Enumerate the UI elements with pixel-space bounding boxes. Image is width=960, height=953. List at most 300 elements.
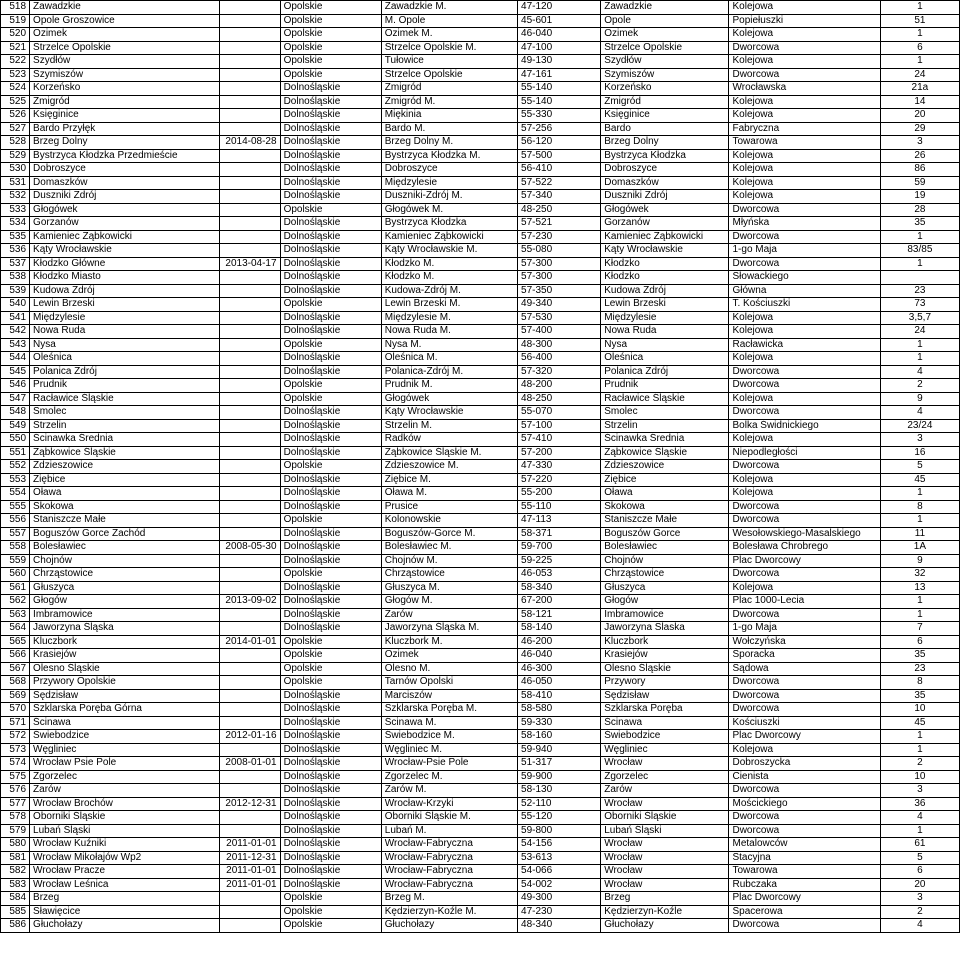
table-row <box>1 136 960 150</box>
cell-postal-code: 57-300 <box>518 271 601 285</box>
cell-station-name: Lubań Śląski <box>30 824 220 838</box>
cell-street: Dworcowa <box>729 514 880 528</box>
cell-date <box>220 338 280 352</box>
cell-date <box>220 811 280 825</box>
cell-number: 530 <box>1 163 30 177</box>
cell-number: 542 <box>1 325 30 339</box>
cell-locality: Korzeńsko <box>601 82 729 96</box>
cell-voivodeship: Dolnośląskie <box>280 730 381 744</box>
cell-municipality: Radków <box>381 433 517 447</box>
cell-house-number: 51 <box>880 14 959 28</box>
cell-postal-code: 57-522 <box>518 176 601 190</box>
table-row <box>1 514 960 528</box>
table-row <box>1 365 960 379</box>
cell-date <box>220 514 280 528</box>
cell-station-name: Ozimek <box>30 28 220 42</box>
cell-house-number: 29 <box>880 122 959 136</box>
cell-municipality: Żmigród <box>381 82 517 96</box>
cell-locality: Jaworzyna Slaska <box>601 622 729 636</box>
cell-voivodeship: Opolskie <box>280 55 381 69</box>
cell-station-name: Żmigród <box>30 95 220 109</box>
cell-locality: Chojnów <box>601 554 729 568</box>
cell-house-number: 1 <box>880 28 959 42</box>
cell-date <box>220 14 280 28</box>
cell-voivodeship: Dolnośląskie <box>280 217 381 231</box>
cell-voivodeship: Dolnośląskie <box>280 689 381 703</box>
cell-date <box>220 743 280 757</box>
cell-voivodeship: Opolskie <box>280 28 381 42</box>
cell-date <box>220 95 280 109</box>
cell-station-name: Domaszków <box>30 176 220 190</box>
cell-station-name: Ziębice <box>30 473 220 487</box>
cell-locality: Duszniki Zdrój <box>601 190 729 204</box>
cell-station-name: Kąty Wrocławskie <box>30 244 220 258</box>
table-row <box>1 770 960 784</box>
cell-municipality: Głuchołazy <box>381 919 517 933</box>
cell-house-number: 3 <box>880 784 959 798</box>
cell-voivodeship: Dolnośląskie <box>280 527 381 541</box>
cell-municipality: Wrocław-Fabryczna <box>381 838 517 852</box>
table-row <box>1 109 960 123</box>
cell-postal-code: 58-580 <box>518 703 601 717</box>
cell-number: 527 <box>1 122 30 136</box>
cell-number: 566 <box>1 649 30 663</box>
cell-street: T. Kościuszki <box>729 298 880 312</box>
cell-station-name: Wrocław Kuźniki <box>30 838 220 852</box>
cell-date <box>220 311 280 325</box>
cell-house-number: 9 <box>880 554 959 568</box>
cell-postal-code: 55-120 <box>518 811 601 825</box>
cell-date <box>220 824 280 838</box>
cell-street: Kolejowa <box>729 163 880 177</box>
cell-street: Dworcowa <box>729 824 880 838</box>
cell-street: Dworcowa <box>729 703 880 717</box>
cell-postal-code: 48-340 <box>518 919 601 933</box>
table-row <box>1 203 960 217</box>
cell-station-name: Lewin Brzeski <box>30 298 220 312</box>
table-row <box>1 338 960 352</box>
cell-street: Wołczyńska <box>729 635 880 649</box>
cell-date <box>220 689 280 703</box>
cell-street: Dobroszycka <box>729 757 880 771</box>
cell-date <box>220 487 280 501</box>
cell-postal-code: 55-200 <box>518 487 601 501</box>
cell-date <box>220 392 280 406</box>
cell-voivodeship: Opolskie <box>280 662 381 676</box>
cell-date: 2008-01-01 <box>220 757 280 771</box>
cell-locality: Szymiszów <box>601 68 729 82</box>
cell-number: 581 <box>1 851 30 865</box>
cell-postal-code: 57-220 <box>518 473 601 487</box>
cell-date <box>220 460 280 474</box>
cell-date <box>220 608 280 622</box>
cell-station-name: Kłodzko Główne <box>30 257 220 271</box>
cell-voivodeship: Opolskie <box>280 68 381 82</box>
cell-postal-code: 57-530 <box>518 311 601 325</box>
cell-house-number: 4 <box>880 365 959 379</box>
cell-number: 540 <box>1 298 30 312</box>
cell-house-number: 23 <box>880 284 959 298</box>
cell-voivodeship: Opolskie <box>280 392 381 406</box>
cell-postal-code: 58-340 <box>518 581 601 595</box>
cell-postal-code: 58-410 <box>518 689 601 703</box>
cell-number: 572 <box>1 730 30 744</box>
table-row <box>1 325 960 339</box>
cell-voivodeship: Dolnośląskie <box>280 811 381 825</box>
cell-locality: Oborniki Śląskie <box>601 811 729 825</box>
cell-house-number: 35 <box>880 217 959 231</box>
table-row <box>1 298 960 312</box>
cell-date: 2013-04-17 <box>220 257 280 271</box>
cell-voivodeship: Opolskie <box>280 1 381 15</box>
cell-number: 569 <box>1 689 30 703</box>
cell-station-name: Smolec <box>30 406 220 420</box>
cell-number: 529 <box>1 149 30 163</box>
table-row <box>1 676 960 690</box>
table-row <box>1 257 960 271</box>
cell-number: 524 <box>1 82 30 96</box>
cell-voivodeship: Dolnośląskie <box>280 190 381 204</box>
cell-postal-code: 54-156 <box>518 838 601 852</box>
table-row <box>1 527 960 541</box>
cell-date: 2014-08-28 <box>220 136 280 150</box>
cell-house-number: 32 <box>880 568 959 582</box>
cell-house-number: 2 <box>880 757 959 771</box>
cell-postal-code: 45-601 <box>518 14 601 28</box>
cell-locality: Nysa <box>601 338 729 352</box>
cell-voivodeship: Dolnośląskie <box>280 784 381 798</box>
cell-postal-code: 57-521 <box>518 217 601 231</box>
cell-number: 532 <box>1 190 30 204</box>
cell-street: Plac Dworcowy <box>729 730 880 744</box>
cell-street: Wrocławska <box>729 82 880 96</box>
cell-number: 556 <box>1 514 30 528</box>
cell-postal-code: 59-800 <box>518 824 601 838</box>
cell-date <box>220 784 280 798</box>
cell-municipality: Ozimek <box>381 649 517 663</box>
cell-voivodeship: Dolnośląskie <box>280 770 381 784</box>
cell-locality: Kudowa Zdrój <box>601 284 729 298</box>
cell-number: 584 <box>1 892 30 906</box>
table-row <box>1 595 960 609</box>
table-row <box>1 730 960 744</box>
cell-station-name: Wrocław Brochów <box>30 797 220 811</box>
cell-voivodeship: Dolnośląskie <box>280 122 381 136</box>
cell-locality: Zdzieszowice <box>601 460 729 474</box>
cell-municipality: Międzylesie M. <box>381 311 517 325</box>
cell-street: Dworcowa <box>729 689 880 703</box>
cell-date <box>220 419 280 433</box>
cell-municipality: Bardo M. <box>381 122 517 136</box>
cell-station-name: Oława <box>30 487 220 501</box>
cell-station-name: Boguszów Gorce Zachód <box>30 527 220 541</box>
cell-street: Dworcowa <box>729 811 880 825</box>
cell-voivodeship: Dolnośląskie <box>280 608 381 622</box>
cell-voivodeship: Dolnośląskie <box>280 257 381 271</box>
cell-house-number: 24 <box>880 325 959 339</box>
cell-station-name: Wrocław Leśnica <box>30 878 220 892</box>
cell-number: 564 <box>1 622 30 636</box>
cell-voivodeship: Opolskie <box>280 892 381 906</box>
cell-date <box>220 190 280 204</box>
cell-postal-code: 57-100 <box>518 419 601 433</box>
cell-number: 573 <box>1 743 30 757</box>
table-row <box>1 1 960 15</box>
cell-municipality: Oława M. <box>381 487 517 501</box>
cell-locality: Głuchołazy <box>601 919 729 933</box>
cell-date <box>220 581 280 595</box>
cell-voivodeship: Dolnośląskie <box>280 541 381 555</box>
cell-municipality: Tarnów Opolski <box>381 676 517 690</box>
cell-station-name: Żarów <box>30 784 220 798</box>
cell-number: 575 <box>1 770 30 784</box>
cell-voivodeship: Dolnośląskie <box>280 716 381 730</box>
cell-locality: Wrocław <box>601 757 729 771</box>
cell-street: Kolejowa <box>729 487 880 501</box>
cell-voivodeship: Dolnośląskie <box>280 838 381 852</box>
cell-house-number: 45 <box>880 473 959 487</box>
cell-number: 559 <box>1 554 30 568</box>
cell-voivodeship: Dolnośląskie <box>280 446 381 460</box>
cell-voivodeship: Dolnośląskie <box>280 851 381 865</box>
cell-municipality: Żarów <box>381 608 517 622</box>
cell-house-number: 1 <box>880 352 959 366</box>
cell-date <box>220 1 280 15</box>
cell-postal-code: 57-410 <box>518 433 601 447</box>
cell-locality: Wrocław <box>601 797 729 811</box>
cell-municipality: Wrocław-Fabryczna <box>381 878 517 892</box>
cell-date <box>220 649 280 663</box>
cell-date <box>220 662 280 676</box>
cell-house-number: 1 <box>880 55 959 69</box>
cell-station-name: Jaworzyna Śląska <box>30 622 220 636</box>
cell-postal-code: 59-900 <box>518 770 601 784</box>
cell-house-number: 35 <box>880 689 959 703</box>
cell-voivodeship: Dolnośląskie <box>280 82 381 96</box>
table-row <box>1 176 960 190</box>
cell-number: 563 <box>1 608 30 622</box>
table-row <box>1 919 960 933</box>
cell-postal-code: 47-113 <box>518 514 601 528</box>
cell-house-number: 1 <box>880 608 959 622</box>
cell-street: Dworcowa <box>729 365 880 379</box>
table-row <box>1 217 960 231</box>
cell-voivodeship: Dolnośląskie <box>280 311 381 325</box>
table-row <box>1 838 960 852</box>
table-row <box>1 379 960 393</box>
cell-locality: Szydłów <box>601 55 729 69</box>
cell-postal-code: 58-121 <box>518 608 601 622</box>
cell-number: 570 <box>1 703 30 717</box>
cell-number: 568 <box>1 676 30 690</box>
cell-municipality: Ziębice M. <box>381 473 517 487</box>
cell-postal-code: 47-161 <box>518 68 601 82</box>
cell-municipality: Nowa Ruda M. <box>381 325 517 339</box>
table-row <box>1 311 960 325</box>
cell-voivodeship: Dolnośląskie <box>280 473 381 487</box>
cell-street: Kolejowa <box>729 311 880 325</box>
cell-postal-code: 56-120 <box>518 136 601 150</box>
cell-date <box>220 217 280 231</box>
cell-locality: Zgorzelec <box>601 770 729 784</box>
cell-number: 576 <box>1 784 30 798</box>
cell-house-number: 4 <box>880 811 959 825</box>
cell-date <box>220 230 280 244</box>
cell-municipality: Kudowa-Zdrój M. <box>381 284 517 298</box>
cell-number: 565 <box>1 635 30 649</box>
cell-number: 519 <box>1 14 30 28</box>
table-row <box>1 284 960 298</box>
cell-postal-code: 49-340 <box>518 298 601 312</box>
cell-station-name: Staniszcze Małe <box>30 514 220 528</box>
cell-municipality: Strzelce Opolskie <box>381 68 517 82</box>
cell-station-name: Szymiszów <box>30 68 220 82</box>
cell-date: 2011-01-01 <box>220 865 280 879</box>
cell-date <box>220 28 280 42</box>
cell-voivodeship: Dolnośląskie <box>280 433 381 447</box>
cell-house-number: 6 <box>880 41 959 55</box>
table-row <box>1 149 960 163</box>
cell-locality: Skokowa <box>601 500 729 514</box>
cell-house-number: 20 <box>880 109 959 123</box>
cell-municipality: Miękinia <box>381 109 517 123</box>
cell-date <box>220 433 280 447</box>
cell-municipality: Zgorzelec M. <box>381 770 517 784</box>
cell-postal-code: 48-300 <box>518 338 601 352</box>
cell-postal-code: 58-160 <box>518 730 601 744</box>
cell-locality: Bardo <box>601 122 729 136</box>
cell-locality: Ścinawa <box>601 716 729 730</box>
cell-street: Dworcowa <box>729 230 880 244</box>
table-row <box>1 500 960 514</box>
cell-locality: Bolesławiec <box>601 541 729 555</box>
cell-municipality: Bystrzyca Kłodzka M. <box>381 149 517 163</box>
table-row <box>1 392 960 406</box>
cell-locality: Sędzisław <box>601 689 729 703</box>
table-row <box>1 689 960 703</box>
cell-street: Dworcowa <box>729 608 880 622</box>
cell-municipality: Szklarska Poręba M. <box>381 703 517 717</box>
cell-voivodeship: Dolnośląskie <box>280 325 381 339</box>
cell-street: Metalowców <box>729 838 880 852</box>
cell-locality: Kędzierzyn-Koźle <box>601 905 729 919</box>
table-body <box>1 1 960 933</box>
cell-date <box>220 892 280 906</box>
cell-station-name: Kudowa Zdrój <box>30 284 220 298</box>
cell-house-number: 61 <box>880 838 959 852</box>
cell-house-number: 5 <box>880 460 959 474</box>
cell-municipality: Wrocław-Fabryczna <box>381 865 517 879</box>
cell-municipality: Zawadzkie M. <box>381 1 517 15</box>
table-row <box>1 608 960 622</box>
cell-voivodeship: Dolnośląskie <box>280 176 381 190</box>
cell-municipality: Kamieniec Ząbkowicki <box>381 230 517 244</box>
cell-house-number: 35 <box>880 649 959 663</box>
cell-voivodeship: Opolskie <box>280 919 381 933</box>
cell-house-number: 23 <box>880 662 959 676</box>
cell-date: 2008-05-30 <box>220 541 280 555</box>
cell-municipality: Strzelce Opolskie M. <box>381 41 517 55</box>
cell-number: 543 <box>1 338 30 352</box>
table-row <box>1 622 960 636</box>
cell-voivodeship: Opolskie <box>280 298 381 312</box>
cell-voivodeship: Dolnośląskie <box>280 554 381 568</box>
cell-municipality: Żarów M. <box>381 784 517 798</box>
cell-locality: Oleśnica <box>601 352 729 366</box>
cell-house-number: 20 <box>880 878 959 892</box>
cell-date <box>220 905 280 919</box>
table-row <box>1 824 960 838</box>
cell-postal-code: 47-100 <box>518 41 601 55</box>
table-row <box>1 487 960 501</box>
cell-locality: Żarów <box>601 784 729 798</box>
table-row <box>1 797 960 811</box>
cell-number: 574 <box>1 757 30 771</box>
cell-house-number: 24 <box>880 68 959 82</box>
cell-voivodeship: Dolnośląskie <box>280 487 381 501</box>
cell-locality: Olesno Śląskie <box>601 662 729 676</box>
cell-street: Fabryczna <box>729 122 880 136</box>
cell-voivodeship: Dolnośląskie <box>280 149 381 163</box>
cell-street: Dworcowa <box>729 203 880 217</box>
cell-locality: Kluczbork <box>601 635 729 649</box>
cell-municipality: Brzeg Dolny M. <box>381 136 517 150</box>
cell-number: 541 <box>1 311 30 325</box>
cell-house-number: 2 <box>880 379 959 393</box>
cell-house-number: 73 <box>880 298 959 312</box>
cell-station-name: Szydłów <box>30 55 220 69</box>
cell-locality: Oława <box>601 487 729 501</box>
table-row <box>1 419 960 433</box>
table-row <box>1 95 960 109</box>
cell-station-name: Księginice <box>30 109 220 123</box>
cell-station-name: Kłodzko Miasto <box>30 271 220 285</box>
cell-house-number: 6 <box>880 865 959 879</box>
cell-voivodeship: Opolskie <box>280 41 381 55</box>
cell-number: 557 <box>1 527 30 541</box>
cell-locality: Bystrzyca Kłodzka <box>601 149 729 163</box>
cell-date <box>220 365 280 379</box>
cell-municipality: Zdzieszowice M. <box>381 460 517 474</box>
cell-voivodeship: Dolnośląskie <box>280 797 381 811</box>
cell-postal-code: 49-300 <box>518 892 601 906</box>
cell-locality: Wrocław <box>601 865 729 879</box>
cell-number: 580 <box>1 838 30 852</box>
cell-number: 579 <box>1 824 30 838</box>
cell-street: Sporacka <box>729 649 880 663</box>
cell-locality: Szklarska Poręba <box>601 703 729 717</box>
cell-street: Dworcowa <box>729 568 880 582</box>
cell-station-name: Imbramowice <box>30 608 220 622</box>
cell-locality: Kąty Wrocławskie <box>601 244 729 258</box>
cell-voivodeship: Opolskie <box>280 14 381 28</box>
cell-date: 2012-12-31 <box>220 797 280 811</box>
cell-municipality: Jaworzyna Śląska M. <box>381 622 517 636</box>
table-row <box>1 662 960 676</box>
cell-locality: Smolec <box>601 406 729 420</box>
cell-street: Towarowa <box>729 865 880 879</box>
cell-street: Stacyjna <box>729 851 880 865</box>
cell-station-name: Dobroszyce <box>30 163 220 177</box>
cell-house-number: 3 <box>880 433 959 447</box>
cell-postal-code: 57-256 <box>518 122 601 136</box>
cell-house-number: 26 <box>880 149 959 163</box>
cell-postal-code: 46-200 <box>518 635 601 649</box>
cell-station-name: Wrocław Mikołajów Wp2 <box>30 851 220 865</box>
cell-postal-code: 47-230 <box>518 905 601 919</box>
cell-number: 538 <box>1 271 30 285</box>
cell-house-number: 1A <box>880 541 959 555</box>
